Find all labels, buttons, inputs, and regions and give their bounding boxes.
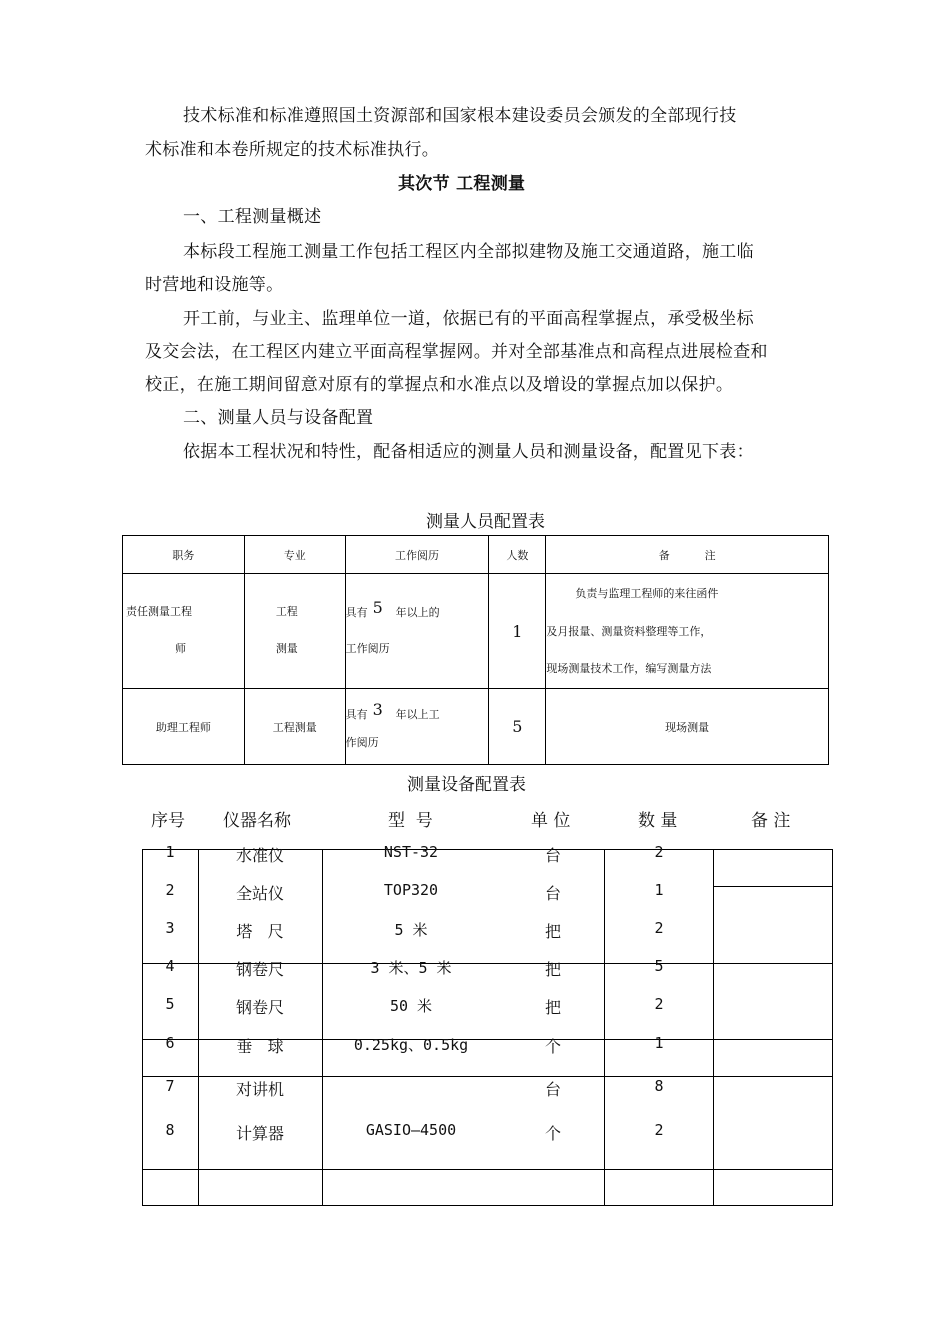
equip-unit-cell: 个 <box>544 1037 562 1056</box>
equip-qty-cell: 2 <box>654 1121 664 1139</box>
equip-qty-cell: 1 <box>654 1034 664 1052</box>
equip-unit-cell: 把 <box>544 922 562 941</box>
equip-header-unit: 单 位 <box>531 811 571 831</box>
paragraph-1-line-2: 术标准和本卷所规定的技术标准执行。 <box>145 140 440 160</box>
equip-no-cell: 5 <box>165 995 175 1013</box>
equip-unit-cell: 台 <box>544 884 562 903</box>
subheading-2: 二、测量人员与设备配置 <box>183 408 374 428</box>
paragraph-2-line-2: 时营地和设施等。 <box>145 275 284 295</box>
equip-qty-cell: 2 <box>654 919 664 937</box>
section-title: 其次节 工程测量 <box>398 174 526 194</box>
equip-qty-cell: 8 <box>654 1077 664 1095</box>
staff-header-role: 职务 <box>123 536 245 574</box>
equip-model-cell: 5 米 <box>394 921 428 939</box>
equip-name-cell: 垂 球 <box>236 1037 284 1056</box>
equip-model-cell: GASIO—4500 <box>365 1121 457 1139</box>
equip-model-cell: TOP320 <box>383 881 439 899</box>
equip-name-cell: 钢卷尺 <box>235 960 285 979</box>
equip-name-cell: 钢卷尺 <box>235 998 285 1017</box>
staff-experience-years: 5 <box>372 598 383 617</box>
equip-no-cell: 7 <box>165 1077 175 1095</box>
equip-model-cell: 3 米、5 米 <box>370 959 452 977</box>
staff-role: 责任测量工程 <box>126 605 192 618</box>
equip-header-note: 备 注 <box>751 811 791 831</box>
equip-no-cell: 2 <box>165 881 175 899</box>
equip-model-cell: 50 米 <box>389 997 433 1015</box>
equip-name-cell: 水准仪 <box>235 846 285 865</box>
staff-experience-cont: 作阅历 <box>345 736 379 749</box>
staff-count: 1 <box>512 621 523 641</box>
equip-unit-cell: 把 <box>544 960 562 979</box>
staff-header-major: 专业 <box>244 536 345 574</box>
staff-experience-suffix: 年以上的 <box>395 606 440 619</box>
staff-note-cont: 及月报量、测量资料整理等工作， <box>546 625 712 638</box>
equip-name-cell: 塔 尺 <box>236 922 284 941</box>
staff-major: 工程 <box>275 605 298 618</box>
staff-header-note: 备 注 <box>546 536 829 574</box>
equip-table-caption: 测量设备配置表 <box>407 775 526 795</box>
equip-unit-cell: 台 <box>544 846 562 865</box>
staff-experience-cont: 工作阅历 <box>345 642 390 655</box>
staff-major-cont: 测量 <box>275 642 298 655</box>
staff-row <box>123 574 829 689</box>
staff-table-caption: 测量人员配置表 <box>426 512 545 532</box>
staff-count: 5 <box>512 717 523 736</box>
paragraph-4-line-1: 依据本工程状况和特性，配备相适应的测量人员和测量设备，配置见下表： <box>183 442 754 462</box>
equip-name-cell: 全站仪 <box>235 884 285 903</box>
equip-qty-cell: 1 <box>654 881 664 899</box>
staff-role: 助理工程师 <box>123 689 245 765</box>
staff-note: 负责与监理工程师的来往函件 <box>575 587 719 600</box>
equip-header-name: 仪器名称 <box>223 811 291 831</box>
staff-header-experience: 工作阅历 <box>345 536 489 574</box>
staff-experience-years: 3 <box>372 700 383 719</box>
equip-header-model: 型 号 <box>388 811 433 831</box>
equip-qty-cell: 2 <box>654 995 664 1013</box>
staff-note: 现场测量 <box>546 689 829 765</box>
equip-table <box>142 843 833 1206</box>
equip-header-no: 序号 <box>151 811 185 831</box>
equip-qty-cell: 5 <box>654 957 664 975</box>
equip-no-cell: 6 <box>165 1034 175 1052</box>
staff-role-cont: 师 <box>175 642 186 655</box>
staff-table <box>122 535 829 765</box>
paragraph-3-line-1: 开工前，与业主、监理单位一道，依据已有的平面高程掌握点，承受极坐标 <box>183 309 754 329</box>
staff-note-cont: 现场测量技术工作，编写测量方法 <box>546 662 712 675</box>
equip-model-cell: 0.25kg、0.5kg <box>353 1036 469 1054</box>
equip-model-cell: NST-32 <box>383 843 439 861</box>
paragraph-3-line-3: 校正，在施工期间留意对原有的掌握点和水准点以及增设的掌握点加以保护。 <box>145 375 734 395</box>
equip-qty-cell: 2 <box>654 843 664 861</box>
equip-no-cell: 4 <box>165 957 175 975</box>
paragraph-3-line-2: 及交会法，在工程区内建立平面高程掌握网。并对全部基准点和高程点进展检查和 <box>145 342 768 362</box>
staff-row <box>123 689 829 765</box>
staff-experience-prefix: 具有 <box>345 606 368 619</box>
staff-header-count: 人数 <box>489 536 546 574</box>
staff-header-row <box>123 536 829 574</box>
staff-experience-prefix: 具有 <box>345 708 368 721</box>
equip-unit-cell: 把 <box>544 998 562 1017</box>
staff-major: 工程测量 <box>244 689 345 765</box>
paragraph-1-line-1: 技术标准和标准遵照国土资源部和国家根本建设委员会颁发的全部现行技 <box>183 106 737 126</box>
paragraph-2-line-1: 本标段工程施工测量工作包括工程区内全部拟建物及施工交通道路，施工临 <box>183 242 754 262</box>
equip-unit-cell: 个 <box>544 1124 562 1143</box>
equip-name-cell: 对讲机 <box>235 1080 285 1099</box>
equip-no-cell: 8 <box>165 1121 175 1139</box>
equip-no-cell: 1 <box>165 843 175 861</box>
equip-name-cell: 计算器 <box>235 1124 285 1143</box>
equip-header-qty: 数 量 <box>638 811 678 831</box>
staff-experience-suffix: 年以上工 <box>395 708 440 721</box>
subheading-1: 一、工程测量概述 <box>183 207 322 227</box>
equip-no-cell: 3 <box>165 919 175 937</box>
equip-unit-cell: 台 <box>544 1080 562 1099</box>
